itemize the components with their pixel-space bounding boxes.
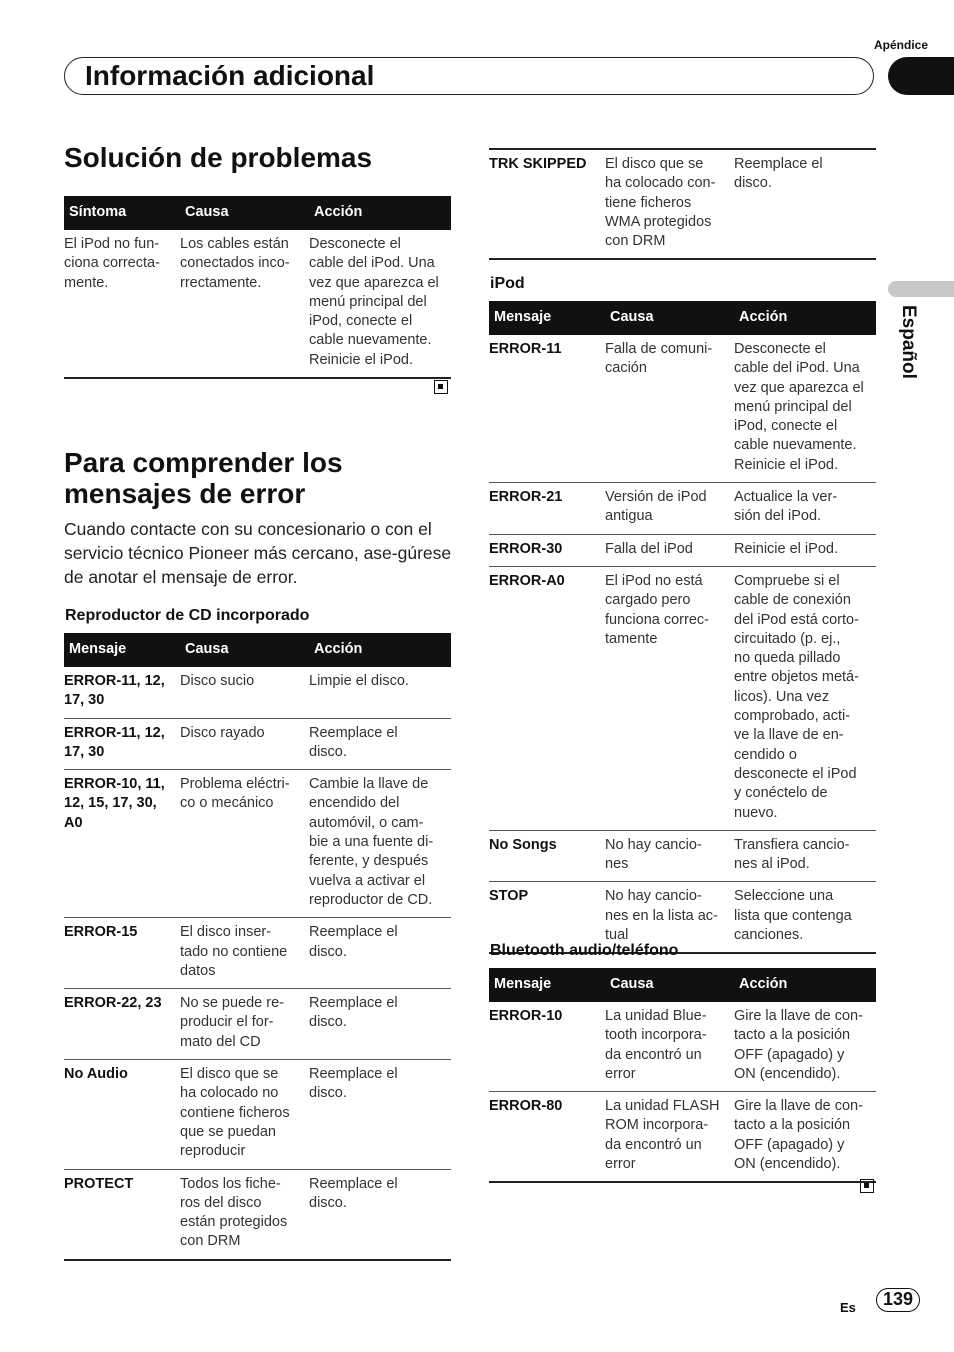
cell-causa: El iPod no está cargado pero funciona correc- tamente: [605, 566, 734, 830]
footer-language: Es: [840, 1300, 856, 1315]
end-mark-icon: [434, 380, 448, 394]
cd-table: [64, 633, 451, 1261]
cell-accion: Reemplace el disco.: [309, 718, 451, 770]
language-tab: [888, 281, 954, 297]
cell-accion: Actualice la ver- sión del iPod.: [734, 483, 876, 535]
table-row: [64, 1169, 451, 1260]
cell-causa: Disco sucio: [180, 667, 309, 718]
table-row: [64, 718, 451, 770]
bluetooth-subtitle: Bluetooth audio/teléfono: [490, 942, 679, 959]
cell-mensaje: ERROR-A0: [489, 566, 605, 830]
cell-mensaje: ERROR-22, 23: [64, 989, 180, 1060]
table-row: [489, 534, 876, 566]
col-header: Causa: [605, 968, 734, 1002]
table-row: [489, 483, 876, 535]
mensajes-title: Para comprender los mensajes de error: [64, 447, 343, 509]
cell-mensaje: ERROR-80: [489, 1092, 605, 1183]
cell-causa: Falla de comuni- cación: [605, 335, 734, 483]
col-header: Acción: [734, 968, 876, 1002]
table-row: [489, 335, 876, 483]
cell-causa: Disco rayado: [180, 718, 309, 770]
cell-mensaje: PROTECT: [64, 1169, 180, 1260]
table-row: [489, 149, 876, 259]
solucion-table: [64, 196, 451, 379]
cell-causa: Los cables están conectados inco- rrectamente.: [180, 230, 309, 378]
table-row: [489, 1092, 876, 1183]
cell-causa: Versión de iPod antigua: [605, 483, 734, 535]
cell-accion: Reinicie el iPod.: [734, 534, 876, 566]
solucion-title: Solución de problemas: [64, 142, 373, 173]
cell-mensaje: ERROR-10, 11, 12, 15, 17, 30, A0: [64, 770, 180, 918]
cell-causa: El disco que se ha colocado no contiene ficheros que se puedan reproducir: [180, 1060, 309, 1169]
cell-mensaje: TRK SKIPPED: [489, 149, 605, 259]
cell-accion: Transfiera cancio- nes al iPod.: [734, 830, 876, 882]
cell-mensaje: ERROR-11: [489, 335, 605, 483]
cd-subtitle: Reproductor de CD incorporado: [65, 607, 310, 624]
cell-causa: El disco que se ha colocado con- tiene ficheros WMA protegidos con DRM: [605, 149, 734, 259]
col-header: Mensaje: [489, 968, 605, 1002]
ipod-table: [489, 301, 876, 954]
cell-accion: Reemplace el disco.: [309, 918, 451, 989]
table-row: [64, 230, 451, 378]
mensajes-intro: Cuando contacte con su concesionario o con el servicio técnico Pioneer más cercano, ase-gúrese de anotar el mensaje de error.: [64, 519, 452, 587]
cell-causa: El disco inser- tado no contiene datos: [180, 918, 309, 989]
table-row: [489, 1002, 876, 1092]
col-header: Acción: [309, 633, 451, 667]
cell-mensaje: No Songs: [489, 830, 605, 882]
table-row: [489, 566, 876, 830]
table-row: [489, 830, 876, 882]
cell-accion: Desconecte el cable del iPod. Una vez que aparezca el menú principal del iPod, conecte el cable nuevamente. Reinicie el iPod.: [734, 335, 876, 483]
col-header: Causa: [180, 633, 309, 667]
col-header: Acción: [309, 196, 451, 230]
cell-causa: No se puede re- producir el for- mato del CD: [180, 989, 309, 1060]
cell-causa: Falla del iPod: [605, 534, 734, 566]
cell-mensaje: ERROR-11, 12, 17, 30: [64, 718, 180, 770]
cell-accion: Gire la llave de con- tacto a la posición OFF (apagado) y ON (encendido).: [734, 1002, 876, 1092]
table-row: [64, 667, 451, 718]
cell-accion: Seleccione una lista que contenga canciones.: [734, 882, 876, 953]
cell-accion: Compruebe si el cable de conexión del iPod está corto- circuitado (p. ej., no queda pillado entre objetos metá- licos). Una vez comprobado, acti- ve la llave de en- cendido o desconecte el iPod y conéctelo de nuevo.: [734, 566, 876, 830]
cd-table-continued: [489, 148, 876, 260]
bluetooth-table: [489, 968, 876, 1183]
cell-accion: Desconecte el cable del iPod. Una vez que aparezca el menú principal del iPod, conecte el cable nuevamente. Reinicie el iPod.: [309, 230, 451, 378]
cell-causa: La unidad FLASH ROM incorpora- da encontró un error: [605, 1092, 734, 1183]
table-row: [64, 918, 451, 989]
cell-mensaje: STOP: [489, 882, 605, 953]
col-header: Causa: [605, 301, 734, 335]
table-row: [64, 1060, 451, 1169]
cell-causa: La unidad Blue- tooth incorpora- da encontró un error: [605, 1002, 734, 1092]
section-label: Apéndice: [873, 38, 928, 52]
end-mark-icon: [860, 1179, 874, 1193]
col-header: Causa: [180, 196, 309, 230]
col-header: Mensaje: [64, 633, 180, 667]
cell-mensaje: ERROR-21: [489, 483, 605, 535]
cell-causa: No hay cancio- nes: [605, 830, 734, 882]
page-header-title: Información adicional: [85, 60, 375, 91]
cell-causa: Problema eléctri- co o mecánico: [180, 770, 309, 918]
table-row: [64, 770, 451, 918]
cell-accion: Gire la llave de con- tacto a la posición OFF (apagado) y ON (encendido).: [734, 1092, 876, 1183]
col-header: Síntoma: [64, 196, 180, 230]
cell-mensaje: ERROR-30: [489, 534, 605, 566]
col-header: Mensaje: [489, 301, 605, 335]
cell-accion: Reemplace el disco.: [734, 149, 876, 259]
cell-mensaje: ERROR-10: [489, 1002, 605, 1092]
ipod-subtitle: iPod: [490, 275, 525, 292]
chapter-tab: [888, 57, 954, 95]
table-row: [64, 989, 451, 1060]
col-header: Acción: [734, 301, 876, 335]
language-label: Español: [898, 305, 919, 379]
cell-mensaje: ERROR-11, 12, 17, 30: [64, 667, 180, 718]
cell-accion: Reemplace el disco.: [309, 989, 451, 1060]
cell-accion: Cambie la llave de encendido del automóvil, o cam- bie a una fuente di- ferente, y después vuelva a activar el reproductor de CD.: [309, 770, 451, 918]
header-bar: [64, 57, 874, 95]
cell-accion: Limpie el disco.: [309, 667, 451, 718]
cell-causa: No hay cancio- nes en la lista ac- tual: [605, 882, 734, 953]
cell-accion: Reemplace el disco.: [309, 1169, 451, 1260]
cell-sintoma: El iPod no fun- ciona correcta- mente.: [64, 230, 180, 378]
cell-causa: Todos los fiche- ros del disco están protegidos con DRM: [180, 1169, 309, 1260]
page-number: 139: [876, 1288, 920, 1312]
cell-mensaje: ERROR-15: [64, 918, 180, 989]
cell-mensaje: No Audio: [64, 1060, 180, 1169]
cell-accion: Reemplace el disco.: [309, 1060, 451, 1169]
